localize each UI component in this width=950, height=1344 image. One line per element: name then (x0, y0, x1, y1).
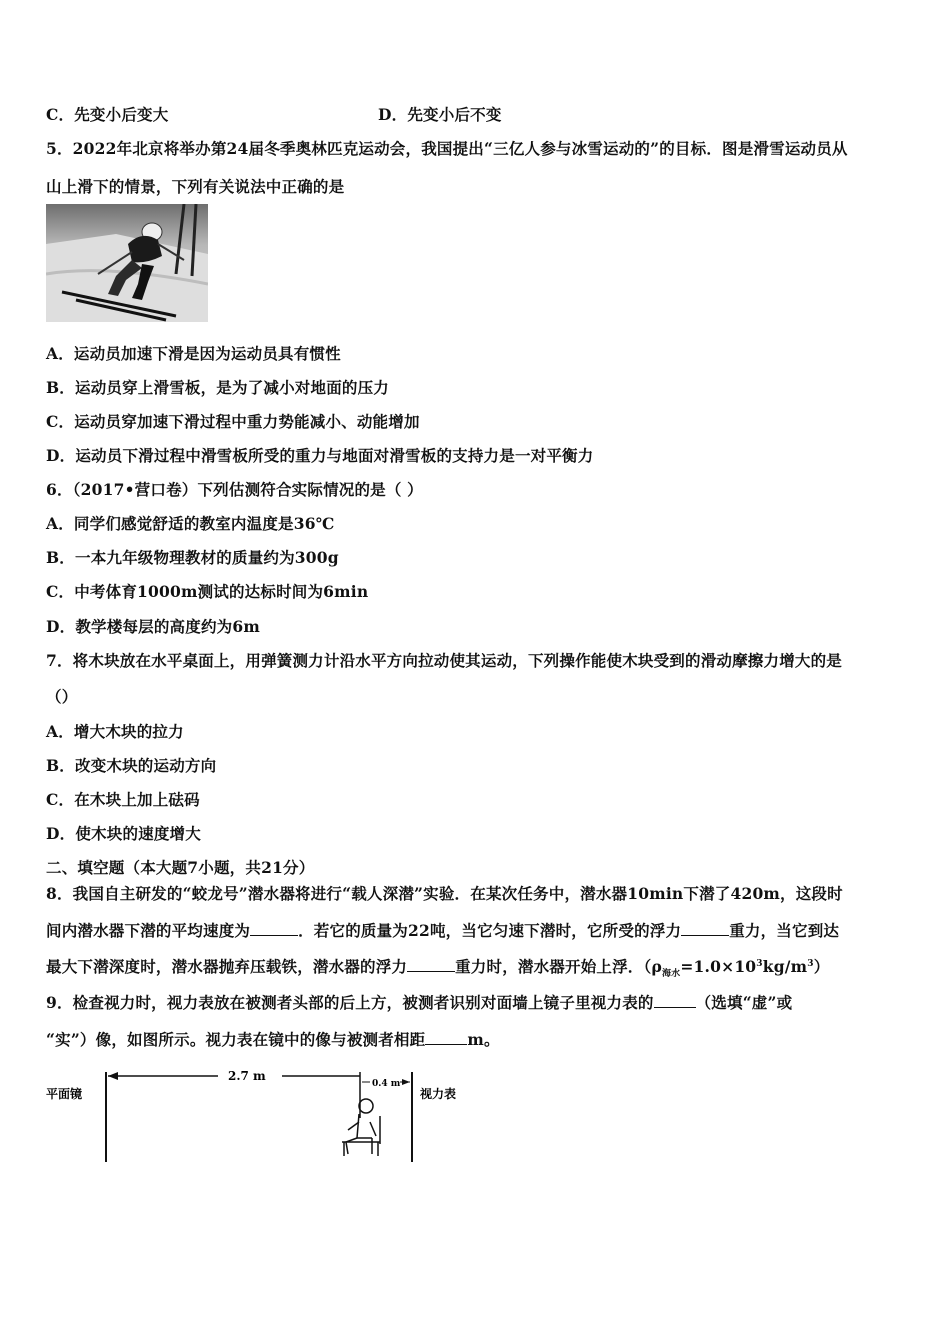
q6-stem: 6．（2017•营口卷）下列估测符合实际情况的是（ ） (46, 480, 423, 499)
chart-label: 视力表 (420, 1087, 457, 1101)
q9-line2: “实”）像，如图所示。视力表在镜中的像与被测者相距 m。 (46, 1030, 500, 1049)
q9-line1: 9．检查视力时，视力表放在被测者头部的后上方，被测者识别对面墙上镜子里视力表的 （选填“虚”或 (46, 993, 793, 1012)
q8-blank-3[interactable] (407, 957, 455, 972)
section-title: 二、填空题（本大题7小题，共21分） (46, 858, 315, 877)
vision-test-diagram (46, 1062, 476, 1172)
q7-stem-line2: （） (46, 687, 78, 706)
skier-photo (46, 204, 208, 322)
q7-option-c: C．在木块上加上砝码 (46, 790, 200, 809)
q8-line2: 间内潜水器下潜的平均速度为 ．若它的质量为22吨，当它匀速下潜时，它所受的浮力 重力，当它到达 (46, 921, 840, 940)
q7-option-a: A．增大木块的拉力 (46, 722, 184, 741)
q5-stem-line1: 5．2022年北京将举办第24届冬季奥林匹克运动会，我国提出“三亿人参与冰雪运动的”的目标．图是滑雪运动员从 (46, 139, 848, 158)
q8-blank-2[interactable] (681, 921, 729, 936)
q7-option-b: B．改变木块的运动方向 (46, 756, 217, 775)
q8-line1: 8．我国自主研发的“蛟龙号”潜水器将进行“载人深潜”实验．在某次任务中，潜水器10min下潜了420m，这段时 (46, 884, 843, 903)
q6-option-c: C．中考体育1000m测试的达标时间为6min (46, 582, 369, 601)
q8-blank-1[interactable] (250, 921, 298, 936)
q4-option-c: C．先变小后变大 D．先变小后不变 (46, 105, 502, 124)
seated-person-figure (342, 1099, 380, 1156)
q4-option-d: D．先变小后不变 (378, 105, 502, 124)
q8-line3: 最大下潜深度时，潜水器抛弃压载铁，潜水器的浮力 重力时，潜水器开始上浮．$(\rho_{海水}=1.0\times 10^3kg/m^3)$ (46, 957, 830, 980)
q7-option-d: D．使木块的速度增大 (46, 824, 201, 843)
q9-blank-2[interactable] (425, 1030, 467, 1045)
q6-option-d: D．教学楼每层的高度约为6m (46, 617, 260, 636)
mirror-label: 平面镜 (46, 1087, 83, 1101)
q5-option-a: A．运动员加速下滑是因为运动员具有惯性 (46, 344, 341, 363)
q5-option-d: D．运动员下滑过程中滑雪板所受的重力与地面对滑雪板的支持力是一对平衡力 (46, 446, 594, 465)
q6-option-a: A．同学们感觉舒适的教室内温度是36℃ (46, 514, 335, 533)
q7-stem-line1: 7．将木块放在水平桌面上，用弹簧测力计沿水平方向拉动使其运动，下列操作能使木块受到的滑动摩擦力增大的是 (46, 651, 842, 670)
distance-main-label: 2.7 m (228, 1069, 266, 1083)
q5-stem-line2: 山上滑下的情景，下列有关说法中正确的是 (46, 177, 345, 196)
q5-option-c: C．运动员穿加速下滑过程中重力势能减小、动能增加 (46, 412, 420, 431)
q9-blank-1[interactable] (654, 993, 696, 1008)
q5-option-b: B．运动员穿上滑雪板，是为了减小对地面的压力 (46, 378, 390, 397)
distance-small-label: 0.4 m (372, 1079, 401, 1089)
q6-option-b: B．一本九年级物理教材的质量约为300g (46, 548, 339, 567)
